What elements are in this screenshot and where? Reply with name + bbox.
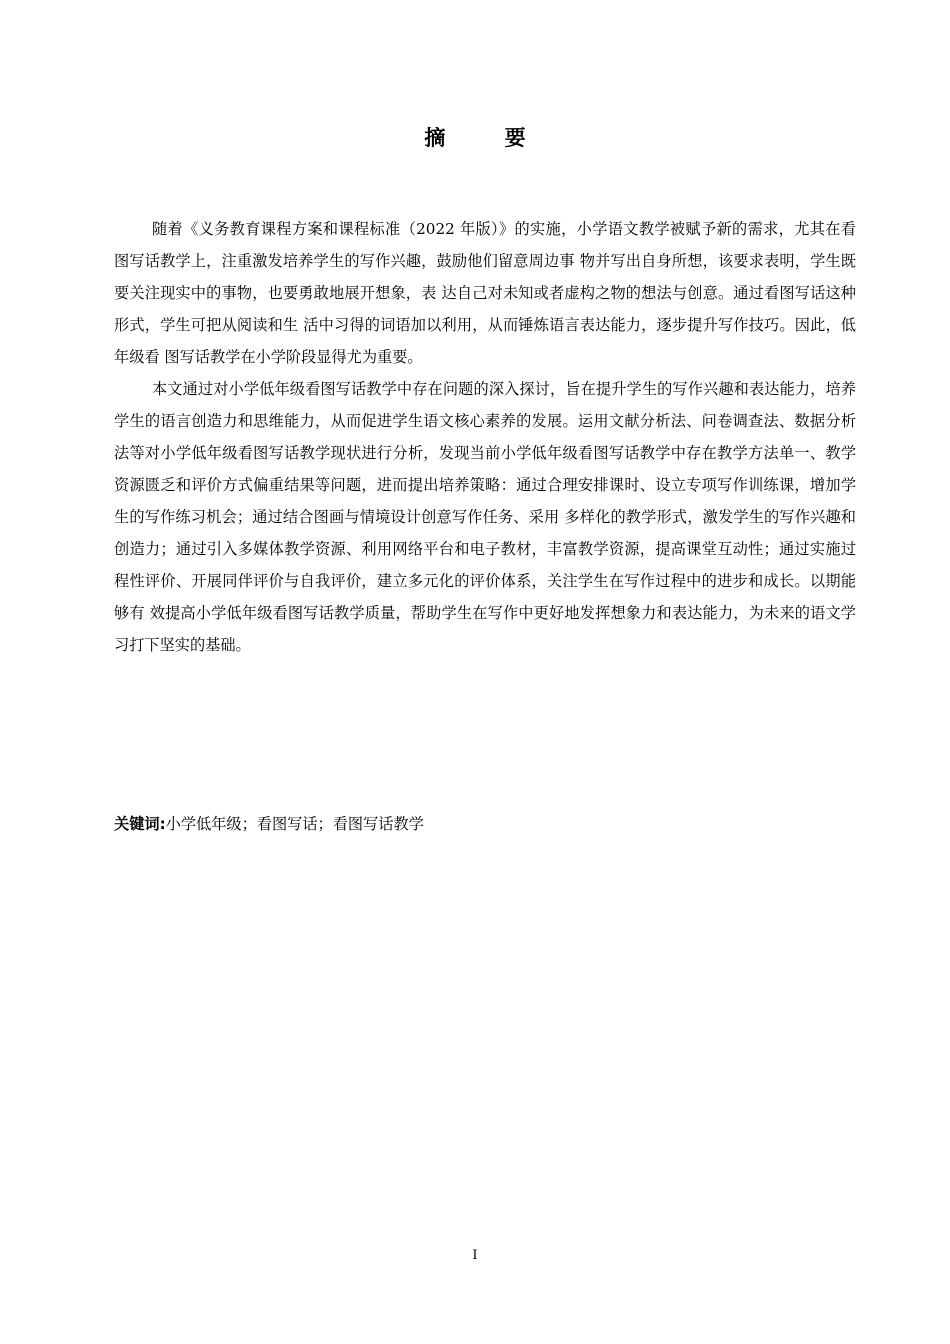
page-number: I: [472, 1248, 478, 1263]
abstract-paragraph-2: 本文通过对小学低年级看图写话教学中存在问题的深入探讨，旨在提升学生的写作兴趣和表达能力，培养学生的语言创造力和思维能力，从而促进学生语文核心素养的发展。运用文献分析法、问卷调查法、数据分析法等对小学低年级看图写话教学现状进行分析，发现当前小学低年级看图写话教学中存在教学方法单一、教学资源匮乏和评价方式偏重结果等问题，进而提出培养策略：通过合理安排课时、设立专项写作训练课，增加学生的写作练习机会；通过结合图画与情境设计创意写作任务、采用 多样化的教学形式，激发学生的写作兴趣和创造力；通过引入多媒体教学资源、利用网络平台和电子教材，丰富教学资源，提高课堂互动性；通过实施过程性评价、开展同伴评价与自我评价，建立多元化的评价体系，关注学生在写作过程中的进步和成长。以期能够有 效提高小学低年级看图写话教学质量，帮助学生在写作中更好地发挥想象力和表达能力，为未来的语文学习打下坚实的基础。: [114, 380, 856, 654]
keywords-line: [114, 808, 856, 840]
abstract-title: 摘 要: [424, 125, 552, 150]
keywords-label: 关键词:: [114, 815, 166, 833]
keywords-text: 小学低年级；看图写话；看图写话教学: [165, 815, 424, 833]
abstract-paragraph-1: 随着《义务教育课程方案和课程标准（2022 年版）》的实施，小学语文教学被赋予新的需求，尤其在看图写话教学上，注重激发培养学生的写作兴趣，鼓励他们留意周边事 物并写出自身所想，该要求表明，学生既要关注现实中的事物，也要勇敢地展开想象，表 达自己对未知或者虚构之物的想法与创意。通过看图写话这种形式，学生可把从阅读和生 活中习得的词语加以利用，从而锤炼语言表达能力，逐步提升写作技巧。因此，低年级看 图写话教学在小学阶段显得尤为重要。: [114, 220, 856, 366]
abstract-body: [114, 213, 856, 661]
